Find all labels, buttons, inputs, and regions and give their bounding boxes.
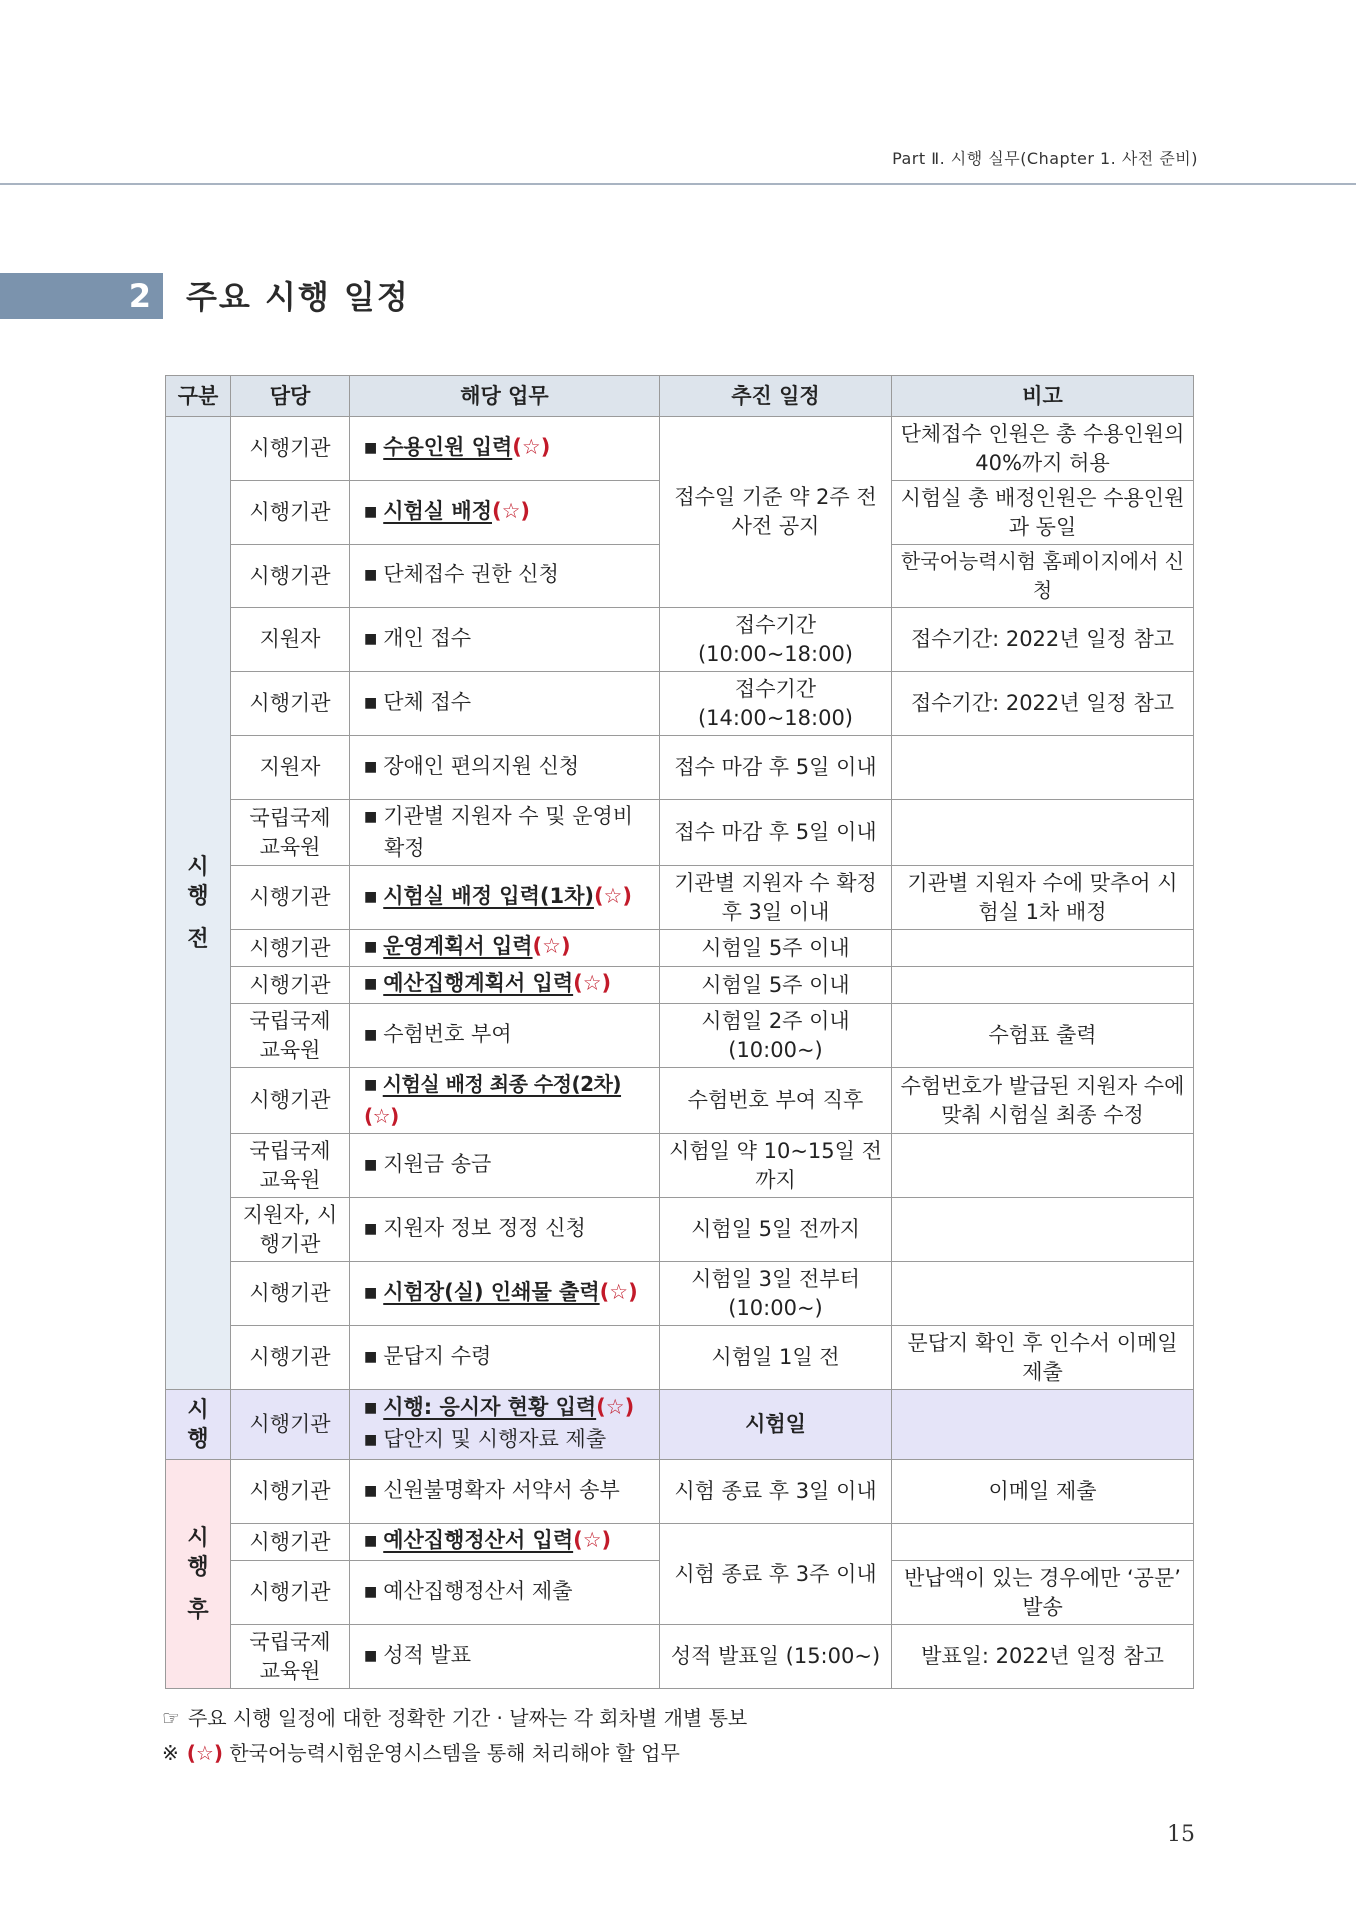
table-row [166, 1198, 1194, 1262]
header-task: 해당 업무 [350, 376, 660, 417]
star-icon: (☆) [599, 1279, 638, 1304]
schedule-cell: 시험일 5주 이내 [660, 930, 892, 967]
task-cell: ■ 운영계획서 입력(☆) [350, 930, 660, 967]
task-cell: ■ 신원불명확자 서약서 송부 [350, 1460, 660, 1524]
task-cell: ■ 시험장(실) 인쇄물 출력(☆) [350, 1262, 660, 1326]
section-number: 2 [0, 273, 163, 319]
note-cell: 이메일 제출 [892, 1460, 1194, 1524]
table-header-row [166, 376, 1194, 417]
phase-before: 시 행 전 [166, 417, 231, 1390]
note-cell: 반납액이 있는 경우에만 ‘공문’ 발송 [892, 1561, 1194, 1625]
note-cell: 한국어능력시험 홈페이지에서 신청 [892, 545, 1194, 608]
note-cell: 접수기간: 2022년 일정 참고 [892, 608, 1194, 672]
owner-cell: 국립국제 교육원 [231, 1134, 350, 1198]
page-number: 15 [1167, 1822, 1195, 1847]
task-cell: ■ 장애인 편의지원 신청 [350, 736, 660, 800]
schedule-cell: 시험일 1일 전 [660, 1326, 892, 1390]
phase-during: 시 행 [166, 1390, 231, 1460]
table-row [166, 1625, 1194, 1689]
running-header: Part Ⅱ. 시행 실무(Chapter 1. 사전 준비) [892, 149, 1198, 168]
table-row [166, 866, 1194, 930]
header-rule [0, 183, 1356, 185]
table-row [166, 1326, 1194, 1390]
schedule-table [165, 375, 1194, 1689]
pointing-hand-icon: ☞ [162, 1706, 180, 1730]
owner-cell: 시행기관 [231, 481, 350, 545]
table-row [166, 417, 1194, 481]
note-cell: 문답지 확인 후 인수서 이메일 제출 [892, 1326, 1194, 1390]
owner-cell: 지원자 [231, 736, 350, 800]
table-row [166, 1004, 1194, 1068]
schedule-cell: 성적 발표일 (15:00~) [660, 1625, 892, 1689]
table-row [166, 1262, 1194, 1326]
owner-cell: 시행기관 [231, 1262, 350, 1326]
header-category: 구분 [166, 376, 231, 417]
note-cell [892, 1134, 1194, 1198]
owner-cell: 시행기관 [231, 672, 350, 736]
schedule-cell: 접수 마감 후 5일 이내 [660, 800, 892, 866]
owner-cell: 시행기관 [231, 1561, 350, 1625]
schedule-cell: 시험일 3일 전부터 (10:00~) [660, 1262, 892, 1326]
task-cell: ■ 수용인원 입력(☆) [350, 417, 660, 481]
schedule-cell: 수험번호 부여 직후 [660, 1068, 892, 1134]
table-row [166, 672, 1194, 736]
table-row [166, 1524, 1194, 1561]
task-cell: ■ 시험실 배정 입력(1차)(☆) [350, 866, 660, 930]
star-icon: (☆) [491, 498, 531, 523]
owner-cell: 시행기관 [231, 967, 350, 1004]
section-title: 주요 시행 일정 [186, 278, 410, 316]
schedule-cell: 접수 마감 후 5일 이내 [660, 736, 892, 800]
task-cell: ■ 예산집행정산서 제출 [350, 1561, 660, 1625]
task-cell: ■ 시행: 응시자 현황 입력(☆) ■ 답안지 및 시행자료 제출 [350, 1390, 660, 1460]
note-cell: 접수기간: 2022년 일정 참고 [892, 672, 1194, 736]
note-cell [892, 1390, 1194, 1460]
note-cell: 수험번호가 발급된 지원자 수에 맞춰 시험실 최종 수정 [892, 1068, 1194, 1134]
note-cell: 기관별 지원자 수에 맞추어 시험실 1차 배정 [892, 866, 1194, 930]
owner-cell: 시행기관 [231, 417, 350, 481]
task-cell: ■ 단체 접수 [350, 672, 660, 736]
owner-cell: 지원자 [231, 608, 350, 672]
schedule-cell: 접수기간 (10:00~18:00) [660, 608, 892, 672]
schedule-cell: 시험일 5주 이내 [660, 967, 892, 1004]
table-row [166, 967, 1194, 1004]
table-row-during [166, 1390, 1194, 1460]
star-icon: (☆) [573, 1528, 612, 1552]
task-cell: ■ 성적 발표 [350, 1625, 660, 1689]
table-row [166, 800, 1194, 866]
owner-cell: 시행기관 [231, 866, 350, 930]
owner-cell: 국립국제 교육원 [231, 800, 350, 866]
star-icon: (☆) [596, 1394, 635, 1419]
footnote-schedule: ☞ 주요 시행 일정에 대한 정확한 기간 · 날짜는 각 회차별 개별 통보 [162, 1706, 748, 1730]
schedule-cell: 시험일 2주 이내 (10:00~) [660, 1004, 892, 1068]
star-icon: (☆) [186, 1741, 223, 1765]
owner-cell: 시행기관 [231, 1390, 350, 1460]
header-owner: 담당 [231, 376, 350, 417]
note-cell: 시험실 총 배정인원은 수용인원과 동일 [892, 481, 1194, 545]
star-icon: (☆) [573, 971, 612, 995]
header-note: 비고 [892, 376, 1194, 417]
schedule-cell: 시험일 [660, 1390, 892, 1460]
schedule-cell: 시험일 5일 전까지 [660, 1198, 892, 1262]
note-cell [892, 800, 1194, 866]
reference-mark-icon: ※ [162, 1741, 179, 1765]
note-cell: 단체접수 인원은 총 수용인원의 40%까지 허용 [892, 417, 1194, 481]
owner-cell: 시행기관 [231, 1460, 350, 1524]
owner-cell: 시행기관 [231, 1524, 350, 1561]
note-cell [892, 1262, 1194, 1326]
note-cell [892, 1524, 1194, 1561]
phase-after: 시 행 후 [166, 1460, 231, 1689]
owner-cell: 시행기관 [231, 1326, 350, 1390]
task-cell: ■ 문답지 수령 [350, 1326, 660, 1390]
note-cell [892, 967, 1194, 1004]
star-icon: (☆) [593, 883, 632, 908]
task-cell: ■ 기관별 지원자 수 및 운영비 확정 [350, 800, 660, 866]
task-cell: ■ 단체접수 권한 신청 [350, 545, 660, 608]
task-cell: ■ 지원자 정보 정정 신청 [350, 1198, 660, 1262]
star-icon: (☆) [532, 934, 571, 958]
owner-cell: 국립국제 교육원 [231, 1004, 350, 1068]
star-icon: (☆) [364, 1104, 399, 1128]
note-cell: 발표일: 2022년 일정 참고 [892, 1625, 1194, 1689]
owner-cell: 지원자, 시행기관 [231, 1198, 350, 1262]
schedule-cell: 시험일 약 10~15일 전까지 [660, 1134, 892, 1198]
task-cell: ■ 예산집행정산서 입력(☆) [350, 1524, 660, 1561]
owner-cell: 시행기관 [231, 930, 350, 967]
footnote-star: ※ (☆) 한국어능력시험운영시스템을 통해 처리해야 할 업무 [162, 1741, 680, 1765]
note-cell [892, 736, 1194, 800]
schedule-cell-merged: 접수일 기준 약 2주 전 사전 공지 [660, 417, 892, 608]
task-cell: ■ 수험번호 부여 [350, 1004, 660, 1068]
note-cell [892, 930, 1194, 967]
schedule-cell: 기관별 지원자 수 확정 후 3일 이내 [660, 866, 892, 930]
schedule-cell: 접수기간 (14:00~18:00) [660, 672, 892, 736]
star-icon: (☆) [512, 434, 551, 459]
task-cell: ■ 시험실 배정 최종 수정(2차)(☆) [350, 1068, 660, 1134]
task-cell: ■ 개인 접수 [350, 608, 660, 672]
schedule-cell: 시험 종료 후 3일 이내 [660, 1460, 892, 1524]
table-row [166, 1134, 1194, 1198]
table-row [166, 1460, 1194, 1524]
task-cell: ■ 시험실 배정(☆) [350, 481, 660, 545]
owner-cell: 국립국제 교육원 [231, 1625, 350, 1689]
task-cell: ■ 예산집행계획서 입력(☆) [350, 967, 660, 1004]
note-cell [892, 1198, 1194, 1262]
schedule-cell-merged: 시험 종료 후 3주 이내 [660, 1524, 892, 1625]
note-cell: 수험표 출력 [892, 1004, 1194, 1068]
table-row [166, 1068, 1194, 1134]
header-schedule: 추진 일정 [660, 376, 892, 417]
owner-cell: 시행기관 [231, 545, 350, 608]
table-row [166, 736, 1194, 800]
owner-cell: 시행기관 [231, 1068, 350, 1134]
table-row [166, 930, 1194, 967]
table-row [166, 608, 1194, 672]
task-cell: ■ 지원금 송금 [350, 1134, 660, 1198]
